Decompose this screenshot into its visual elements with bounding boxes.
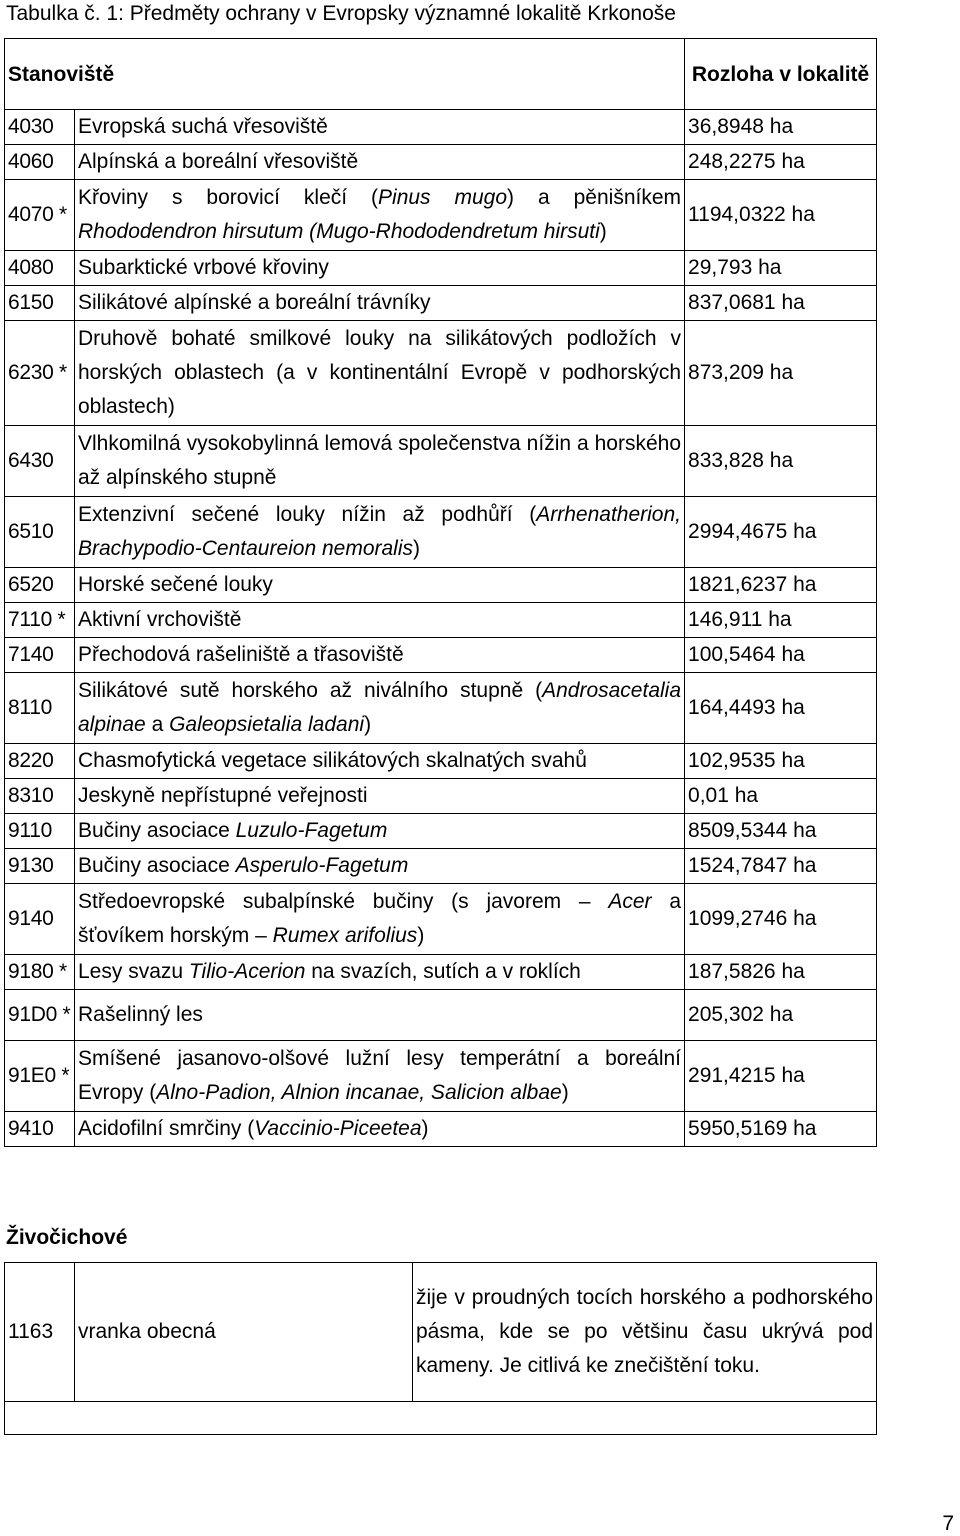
table-row	[5, 955, 877, 990]
table-row	[5, 744, 877, 779]
habitat-area: 8509,5344 ha	[685, 814, 877, 849]
table-caption: Tabulka č. 1: Předměty ochrany v Evropsky významné lokalitě Krkonoše	[6, 2, 676, 25]
table-row	[5, 497, 877, 568]
habitat-area: 146,911 ha	[685, 603, 877, 638]
page-number: 7	[942, 1512, 954, 1535]
habitat-description: Jeskyně nepřístupné veřejnosti	[75, 779, 685, 814]
habitats-table	[4, 38, 877, 1147]
habitat-description: Vlhkomilná vysokobylinná lemová společenstva nížin a horského až alpínského stupně	[75, 426, 685, 497]
habitat-area: 837,0681 ha	[685, 286, 877, 321]
animal-code: 1163	[5, 1263, 75, 1402]
habitat-description: Křoviny s borovicí klečí (Pinus mugo) a pěnišníkem Rhododendron hirsutum (Mugo-Rhododendretum hirsuti)	[75, 180, 685, 251]
habitat-area: 36,8948 ha	[685, 110, 877, 145]
habitat-area: 29,793 ha	[685, 251, 877, 286]
habitat-description: Alpínská a boreální vřesoviště	[75, 145, 685, 180]
animal-row	[5, 1263, 877, 1402]
empty-cell	[5, 1402, 877, 1435]
table-row	[5, 286, 877, 321]
habitat-code: 8310	[5, 779, 75, 814]
habitat-area: 2994,4675 ha	[685, 497, 877, 568]
habitat-description: Bučiny asociace Luzulo-Fagetum	[75, 814, 685, 849]
animals-table	[4, 1262, 877, 1435]
habitat-code: 9130	[5, 849, 75, 884]
habitat-code: 9110	[5, 814, 75, 849]
habitat-description: Subarktické vrbové křoviny	[75, 251, 685, 286]
table-row	[5, 426, 877, 497]
habitat-code: 8220	[5, 744, 75, 779]
habitat-area: 1524,7847 ha	[685, 849, 877, 884]
habitat-code: 4060	[5, 145, 75, 180]
habitat-description: Aktivní vrchoviště	[75, 603, 685, 638]
habitat-description: Lesy svazu Tilio-Acerion na svazích, sutích a v roklích	[75, 955, 685, 990]
table-row	[5, 180, 877, 251]
habitat-description: Bučiny asociace Asperulo-Fagetum	[75, 849, 685, 884]
habitat-code: 6510	[5, 497, 75, 568]
table-row	[5, 1112, 877, 1147]
habitat-code: 91D0 *	[5, 990, 75, 1041]
habitat-area: 102,9535 ha	[685, 744, 877, 779]
habitats-body	[5, 110, 877, 1147]
habitat-description: Evropská suchá vřesoviště	[75, 110, 685, 145]
habitat-code: 6430	[5, 426, 75, 497]
habitat-description: Druhově bohaté smilkové louky na silikátových podložích v horských oblastech (a v kontinentální Evropě v podhorských oblastech)	[75, 321, 685, 426]
animal-note: žije v proudných tocích horského a podhorského pásma, kde se po většinu času ukrývá pod kameny. Je citlivá ke znečištění toku.	[413, 1263, 877, 1402]
habitat-area: 833,828 ha	[685, 426, 877, 497]
habitat-code: 6230 *	[5, 321, 75, 426]
habitat-description: Extenzivní sečené louky nížin až podhůří (Arrhenatherion, Brachypodio-Centaureion nemoralis)	[75, 497, 685, 568]
habitat-code: 91E0 *	[5, 1041, 75, 1112]
header-site: Stanoviště	[5, 39, 685, 110]
habitat-code: 9180 *	[5, 955, 75, 990]
habitat-code: 9410	[5, 1112, 75, 1147]
table-row	[5, 814, 877, 849]
table-row	[5, 568, 877, 603]
habitat-description: Silikátové alpínské a boreální trávníky	[75, 286, 685, 321]
table-row	[5, 110, 877, 145]
habitat-code: 6520	[5, 568, 75, 603]
habitat-area: 1099,2746 ha	[685, 884, 877, 955]
habitat-description: Silikátové sutě horského až niválního stupně (Androsacetalia alpinae a Galeopsietalia ladani)	[75, 673, 685, 744]
animals-title: Živočichové	[6, 1226, 128, 1249]
table-row	[5, 673, 877, 744]
habitat-code: 6150	[5, 286, 75, 321]
habitat-area: 1194,0322 ha	[685, 180, 877, 251]
habitat-area: 248,2275 ha	[685, 145, 877, 180]
table-header-row	[5, 39, 877, 110]
habitat-code: 9140	[5, 884, 75, 955]
habitat-description: Rašelinný les	[75, 990, 685, 1041]
habitat-area: 0,01 ha	[685, 779, 877, 814]
habitat-area: 5950,5169 ha	[685, 1112, 877, 1147]
habitat-description: Středoevropské subalpínské bučiny (s javorem – Acer a šťovíkem horským – Rumex arifolius)	[75, 884, 685, 955]
habitat-description: Smíšené jasanovo-olšové lužní lesy temperátní a boreální Evropy (Alno-Padion, Alnion incanae, Salicion albae)	[75, 1041, 685, 1112]
habitat-area: 291,4215 ha	[685, 1041, 877, 1112]
habitat-description: Horské sečené louky	[75, 568, 685, 603]
table-row	[5, 990, 877, 1041]
table-row	[5, 638, 877, 673]
habitat-area: 187,5826 ha	[685, 955, 877, 990]
habitat-description: Chasmofytická vegetace silikátových skalnatých svahů	[75, 744, 685, 779]
table-row	[5, 145, 877, 180]
animals-body	[5, 1263, 877, 1435]
habitat-description: Acidofilní smrčiny (Vaccinio-Piceetea)	[75, 1112, 685, 1147]
habitat-code: 7140	[5, 638, 75, 673]
habitat-area: 1821,6237 ha	[685, 568, 877, 603]
animal-name: vranka obecná	[75, 1263, 413, 1402]
habitat-code: 7110 *	[5, 603, 75, 638]
habitat-area: 873,209 ha	[685, 321, 877, 426]
table-row	[5, 849, 877, 884]
table-row	[5, 251, 877, 286]
table-row	[5, 779, 877, 814]
habitat-area: 100,5464 ha	[685, 638, 877, 673]
empty-row	[5, 1402, 877, 1435]
habitat-code: 4080	[5, 251, 75, 286]
habitat-description: Přechodová rašeliniště a třasoviště	[75, 638, 685, 673]
habitat-area: 164,4493 ha	[685, 673, 877, 744]
habitat-area: 205,302 ha	[685, 990, 877, 1041]
table-row	[5, 884, 877, 955]
table-row	[5, 1041, 877, 1112]
header-area: Rozloha v lokalitě	[685, 39, 877, 110]
table-row	[5, 321, 877, 426]
habitat-code: 4070 *	[5, 180, 75, 251]
table-row	[5, 603, 877, 638]
habitat-code: 4030	[5, 110, 75, 145]
habitat-code: 8110	[5, 673, 75, 744]
